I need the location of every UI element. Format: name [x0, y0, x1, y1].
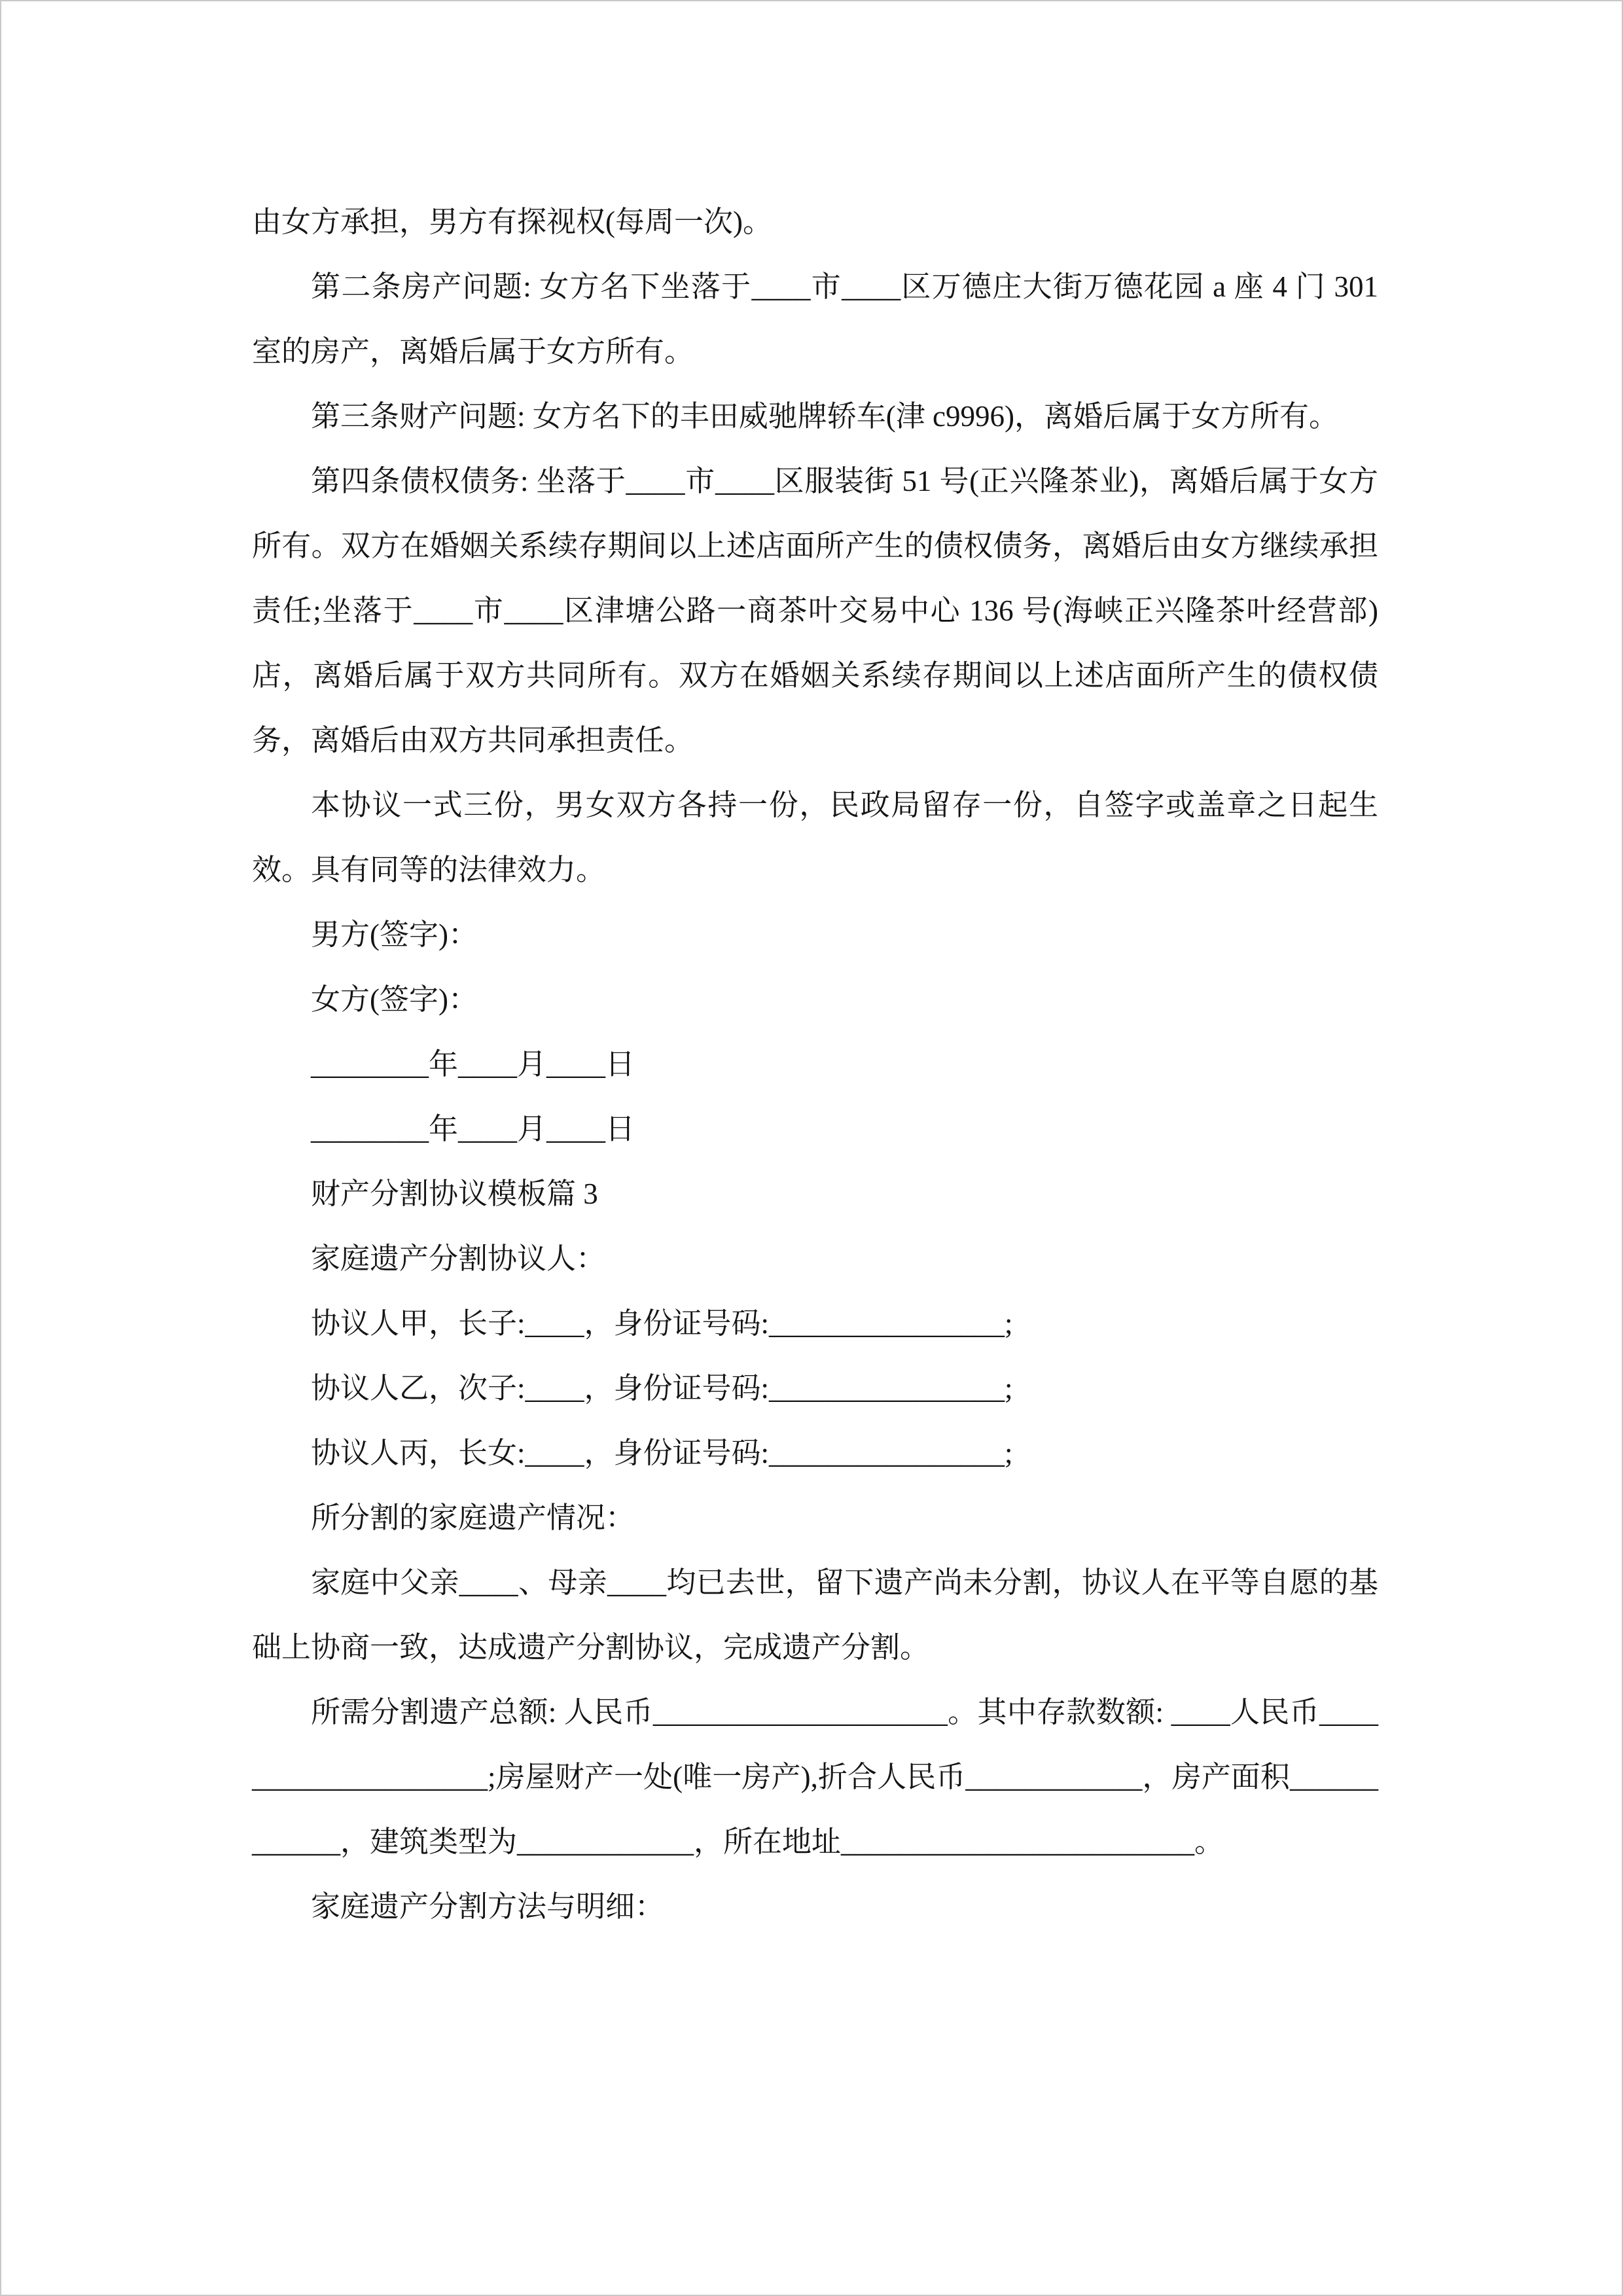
paragraph-parents-deceased: 家庭中父亲____、母亲____均已去世，留下遗产尚未分割，协议人在平等自愿的基础上协商一致，达成遗产分割协议，完成遗产分割。 — [252, 1566, 1378, 1664]
paragraph-article3-assets: 第三条财产问题: 女方名下的丰田威驰牌轿车(津 c9996)，离婚后属于女方所有。 — [311, 400, 1338, 433]
paragraph-custody-continued: 由女方承担，男方有探视权(每周一次)。 — [252, 206, 772, 238]
date-line-1: ________年____月____日 — [311, 1048, 635, 1081]
division-method-label: 家庭遗产分割方法与明细： — [311, 1890, 665, 1923]
estate-overview-label: 所分割的家庭遗产情况： — [311, 1501, 635, 1534]
heir-line-a: 协议人甲，长子:____，身份证号码:________________; — [311, 1307, 1013, 1340]
signature-line-wife: 女方(签字)： — [311, 983, 478, 1016]
paragraph-article4-debts: 第四条债权债务: 坐落于____市____区服装街 51 号(正兴隆茶业)，离婚后属于女方所有。双方在婚姻关系续存期间以上述店面所产生的债权债务，离婚后由女方继续承担责任;坐落于____市____区津塘公路一商茶叶交易中心 136 号(海峡正兴隆茶叶经营部)店，离婚后属于双方共同所有。双方在婚姻关系续存期间以上述店面所产生的债权债务，离婚后由双方共同承担责任。 — [252, 465, 1378, 757]
paragraph-copies-and-effect: 本协议一式三份，男女双方各持一份，民政局留存一份，自签字或盖章之日起生效。具有同等的法律效力。 — [252, 789, 1378, 886]
date-line-2: ________年____月____日 — [311, 1113, 635, 1145]
signature-line-husband: 男方(签字)： — [311, 918, 478, 951]
paragraph-estate-total: 所需分割遗产总额: 人民币____________________。其中存款数额: ____人民币____________________;房屋财产一处(唯一房产),折合人民币____________，房产面积____________，建筑类型为____________，所在地址________________________。 — [252, 1696, 1378, 1858]
paragraph-article2-property: 第二条房产问题: 女方名下坐落于____市____区万德庄大街万德花园 a 座 4 门 301 室的房产，离婚后属于女方所有。 — [252, 270, 1378, 368]
section-title-template-3: 财产分割协议模板篇 3 — [311, 1177, 598, 1210]
heir-line-c: 协议人丙，长女:____，身份证号码:________________; — [311, 1437, 1013, 1469]
paragraph-heirs-intro: 家庭遗产分割协议人： — [311, 1242, 606, 1275]
heir-line-b: 协议人乙，次子:____，身份证号码:________________; — [311, 1372, 1013, 1405]
